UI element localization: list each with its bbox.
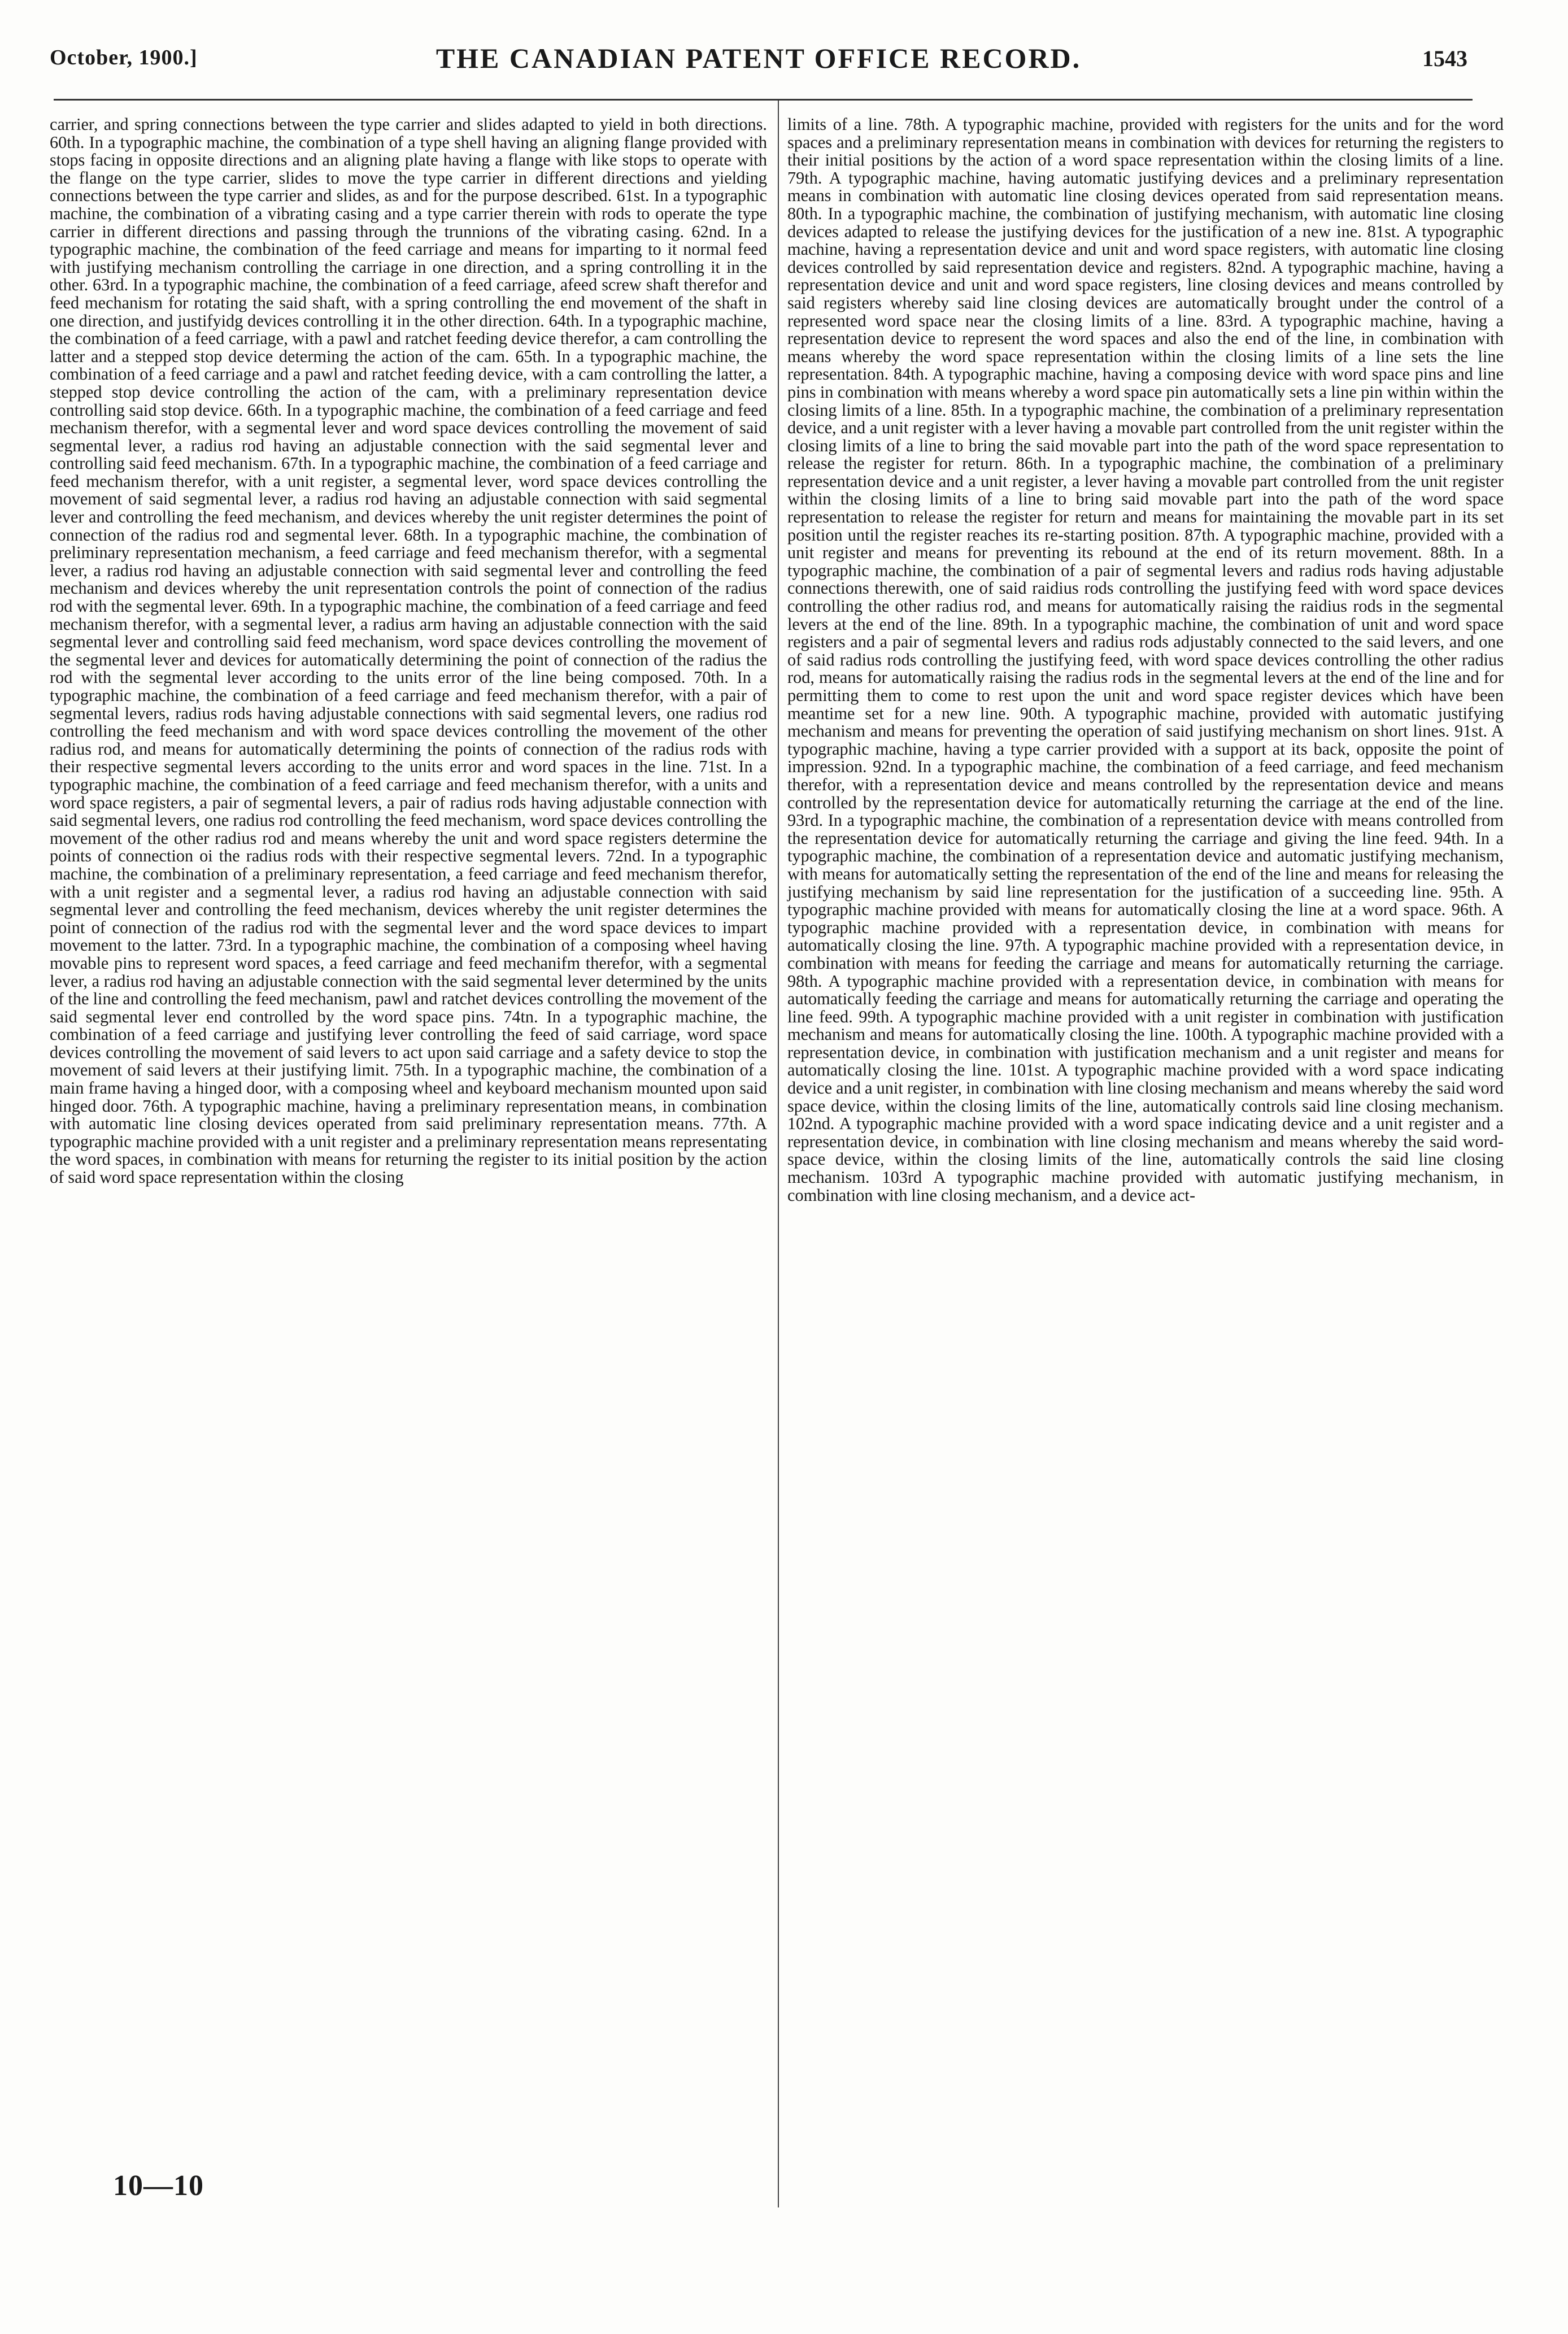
page-header (50, 42, 1467, 85)
page-number: 1543 (1422, 46, 1467, 71)
header-rule (54, 99, 1473, 101)
left-column (50, 116, 767, 1187)
header-date: October, 1900.] (50, 46, 198, 69)
right-column (787, 116, 1504, 1204)
signature-mark: 10—10 (113, 2170, 204, 2202)
right-column-text: limits of a line. 78th. A typographic machine, provided with registers for the units and for the word spaces and a preliminary representation means in combination with devices for returning the registers to their initial positions by the action of a word space representation within the closing limits of a line. 79th. A typographic machine, having automatic justifying devices and a preliminary representation means in combination with automatic line closing devices operated from said representation means. 80th. In a typographic machine, the combination of justifying mechanism, with automatic line closing devices adapted to release the justifying devices for the justification of a new ine. 81st. A typographic machine, having a representation device and unit and word space registers, with automatic line closing devices controlled by said representation device and registers. 82nd. A typographic machine, having a representation device and unit and word space registers, line closing devices and means controlled by said registers whereby said line closing devices are automatically brought under the control of a represented word space near the closing limits of a line. 83rd. A typographic machine, having a representation device to represent the word spaces and also the end of the line, in combination with means whereby the word space representation within the closing limits of a line sets the line representation. 84th. A typographic machine, having a composing device with word space pins and line pins in combination with means whereby a word space pin automatically sets a line pin within within the closing limits of a line. 85th. In a typographic machine, the combination of a preliminary representation device, and a unit register with a lever having a movable part controlled from the unit register within the closing limits of a line to bring the said movable part into the path of the word space representation to release the register for return. 86th. In a typographic machine, the combination of a preliminary representation device and a unit register, a lever having a movable part controlled from the unit register within the closing limits of a line to bring said movable part into the path of the word space representation to release the register for return and means for maintaining the movable part in its set position until the register reaches its re-starting position. 87th. A typographic machine, provided with a unit register and means for preventing its rebound at the end of its return movement. 88th. In a typographic machine, the combination of a pair of segmental levers and radius rods having adjustable connections therewith, one of said raidius rods controlling the justifying feed with word space devices controlling the other radius rod, and means for automatically raising the raidius rods in the segmental levers at the end of the line. 89th. In a typographic machine, the combination of unit and word space registers and a pair of segmental levers and radius rods adjustably connected to the said levers, and one of said radius rods controlling the justifying feed, with word space devices controlling the other radius rod, means for automatically raising the radius rods in the segmental levers at the end of the line and for permitting them to come to rest upon the unit and word space register devices which have been meantime set for a new line. 90th. A typographic machine, provided with automatic justifying mechanism and means for preventing the operation of said justifying mechanism on short lines. 91st. A typographic machine, having a type carrier provided with a support at its back, opposite the point of impression. 92nd. In a typographic machine, the combination of a feed carriage, and feed mechanism therefor, with a representation device and means controlled by the representation device and means controlled by the representation device for automatically returning the carriage at the end of the line. 93rd. In a typographic machine, the combination of a representation device with means controlled from the representation device for automatically returning the carriage and giving the line feed. 94th. In a typographic machine, the combination of a representation device and automatic justifying mechanism, with means for automatically setting the representation of the end of the line and means for releasing the justifying mechanism by said line representation for the justification of a succeeding line. 95th. A typographic machine provided with means for automatically closing the line at a word space. 96th. A typographic machine provided with a representation device, in combination with means for automatically closing the line. 97th. A typographic machine provided with a representation device, in combination with means for feeding the carriage and means for automatically returning the carriage. 98th. A typographic machine provided with a representation device, in combination with means for automatically feeding the carriage and means for automatically returning the carriage and operating the line feed. 99th. A typographic machine provided with a unit register in combination with justification mechanism and means for automatically closing the line. 100th. A typographic machine provided with a representation device, in combination with justification mechanism and a unit register and means for automatically closing the line. 101st. A typographic machine provided with a word space indicating device and a unit register, in combination with line closing mechanism and means whereby the said word space device, within the closing limits of the line, automatically controls said line closing mechanism. 102nd. A typographic machine provided with a word space indicating device and a unit register and a representation device, in combination with line closing mechanism and means whereby the said word-space device, within the closing limits of the line, automatically controls the said line closing mechanism. 103rd A typographic machine provided with automatic justifying mechanism, in combination with line closing mechanism, and a device act- (787, 115, 1504, 1205)
publication-title: THE CANADIAN PATENT OFFICE RECORD. (435, 42, 1082, 74)
left-column-text: carrier, and spring connections between the type carrier and slides adapted to yield in both directions. 60th. In a typographic machine, the combination of a type shell having an aligning flange provided with stops facing in opposite directions and an aligning plate having a flange with like stops to operate with the flange on the type carrier, slides to move the type carrier in different directions and yielding connections between the type carrier and slides, as and for the purpose described. 61st. In a typographic machine, the combination of a vibrating casing and a type carrier therein with rods to operate the type carrier in different directions and passing through the trunnions of the vibrating casing. 62nd. In a typographic machine, the combination of the feed carriage and means for imparting to it normal feed with justifying mechanism controlling the carriage in one direction, and a spring controlling it in the other. 63rd. In a typographic machine, the combination of a feed carriage, afeed screw shaft therefor and feed mechanism for rotating the said shaft, with a spring controlling the end movement of the shaft in one direction, and justifyidg devices controlling it in the other direction. 64th. In a typographic machine, the combination of a feed carriage, with a pawl and ratchet feeding device therefor, a cam controlling the latter and a stepped stop device determing the action of the cam. 65th. In a typographic machine, the combination of a feed carriage and a pawl and ratchet feeding device, with a cam controlling the latter, a stepped stop device controlling the action of the cam, with a preliminary representation device controlling said stop device. 66th. In a typographic machine, the combination of a feed carriage and feed mechanism therefor, with a segmental lever and word space devices controlling the movement of said segmental lever, a radius rod having an adjustable connection with the said segmental lever and controlling said feed mechanism. 67th. In a typographic machine, the combination of a feed carriage and feed mechanism therefor, with a unit register, a segmental lever, word space devices controlling the movement of said segmental lever, a radius rod having an adjustable connection with said segmental lever and controlling the feed mechanism, and devices whereby the unit register determines the point of connection of the radius rod and segmental lever. 68th. In a typographic machine, the combination of preliminary representation mechanism, a feed carriage and feed mechanism therefor, with a segmental lever, a radius rod having an adjustable connection with said segmental lever and controlling the feed mechanism and devices whereby the unit representation controls the point of connection of the radius rod with the segmental lever. 69th. In a typographic machine, the combination of a feed carriage and feed mechanism therefor, with a segmental lever, a radius arm having an adjustable connection with the said segmental lever and controlling said feed mechanism, word space devices controlling the movement of the segmental lever and devices for automatically determining the point of connection of the radius the rod with the segmental lever according to the units error of the line being composed. 70th. In a typographic machine, the combination of a feed carriage and feed mechanism therefor, with a pair of segmental levers, radius rods having adjustable connections with said segmental levers, one radius rod controlling the feed mechanism and with word space devices controlling the movement of the other radius rod, and means for automatically determining the points of connection of the radius rods with their respective segmental levers according to the units error and word spaces in the line. 71st. In a typographic machine, the combination of a feed carriage and feed mechanism therefor, with a units and word space registers, a pair of segmental levers, a pair of radius rods having adjustable connection with said segmental levers, one radius rod controlling the feed mechanism, word space devices controlling the movement of the other radius rod and means whereby the unit and word space registers determine the points of connection oi the radius rods with their respective segmental levers. 72nd. In a typographic machine, the combination of a preliminary representation, a feed carriage and feed mechanism therefor, with a unit register and a segmental lever, a radius rod having an adjustable connection with said segmental lever and controlling the feed mechanism, devices whereby the unit register determines the point of connection of the radius rod with the segmental lever and the word space devices to impart movement to the latter. 73rd. In a typographic machine, the combination of a composing wheel having movable pins to represent word spaces, a feed carriage and feed mechanifm therefor, with a segmental lever, a radius rod having an adjustable connection with the said segmental lever determined by the units of the line and controlling the feed mechanism, pawl and ratchet devices controlling the movement of the said segmental lever end controlled by the word space pins. 74tn. In a typographic machine, the combination of a feed carriage and justifying lever controlling the feed of said carriage, word space devices controlling the movement of said levers to act upon said carriage and a safety device to stop the movement of said levers at their justifying limit. 75th. In a typographic machine, the combination of a main frame having a hinged door, with a composing wheel and keyboard mechanism mounted upon said hinged door. 76th. A typographic machine, having a preliminary representation means, in combination with automatic line closing devices operated from said preliminary representation means. 77th. A typographic machine provided with a unit register and a preliminary representation means representating the word spaces, in combination with means for returning the register to its initial position by the action of said word space representation within the closing (50, 115, 767, 1187)
column-divider (778, 101, 779, 2207)
